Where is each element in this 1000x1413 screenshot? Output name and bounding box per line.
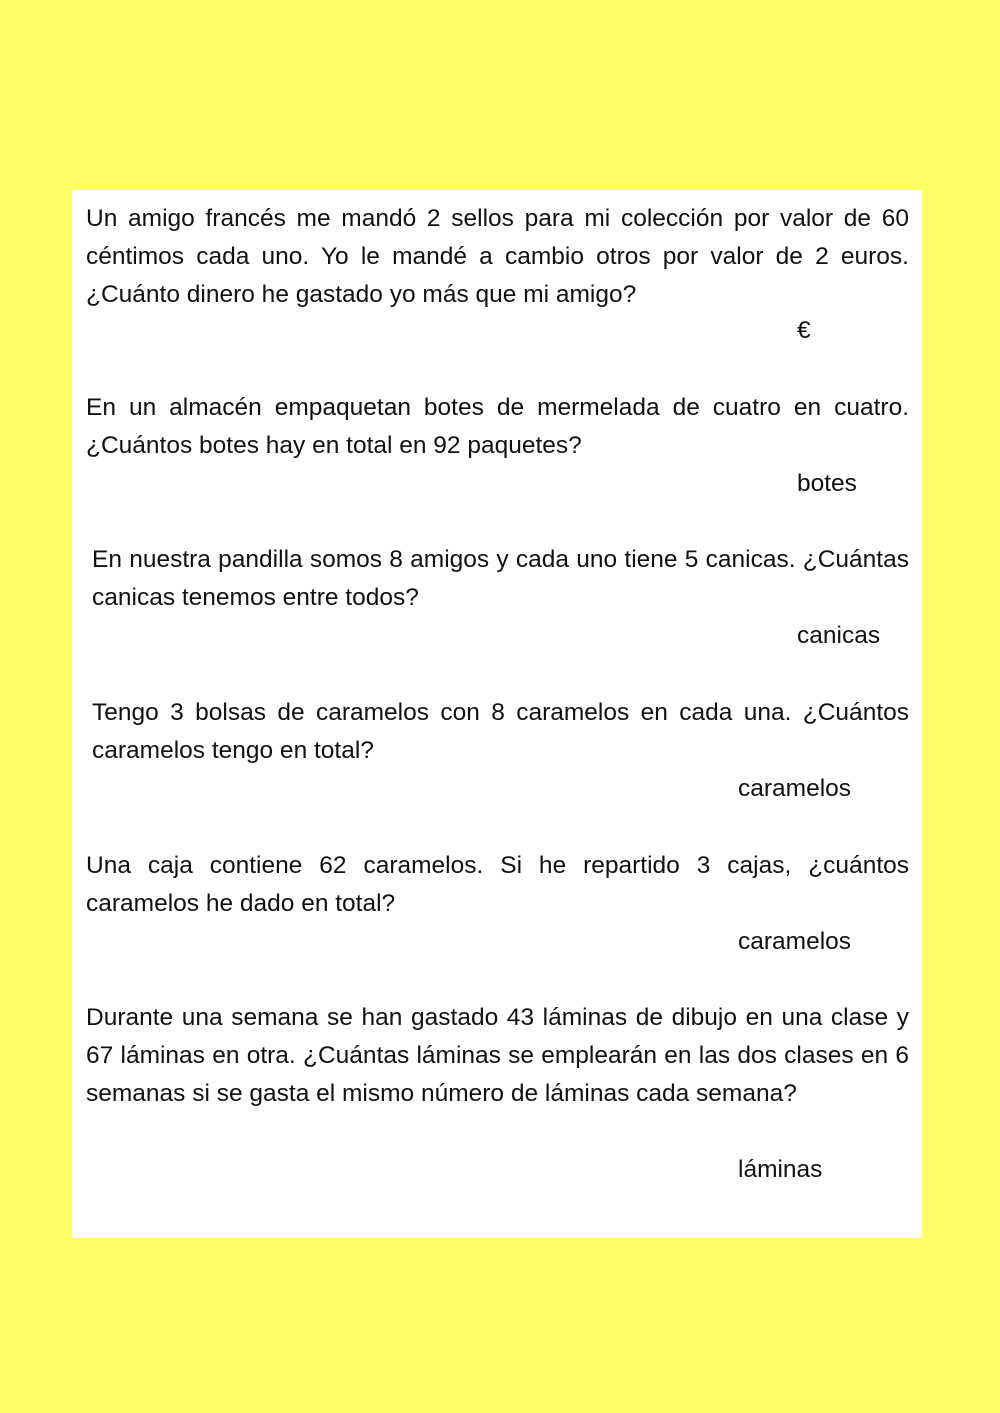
problem-1-unit: € [797,317,811,344]
worksheet-panel [72,190,922,1238]
problem-6 [86,999,909,1113]
problem-4 [86,694,909,770]
problem-2 [86,389,909,465]
problem-4-unit: caramelos [738,775,852,802]
problem-1-text: Un amigo francés me mandó 2 sellos para mi colección por valor de 60 céntimos cada uno. Yo le mandé a cambio otros por valor de 2 euros. ¿Cuánto dinero he gastado yo más que mi amigo? [86,205,909,308]
problem-5 [86,847,909,923]
problem-2-text: En un almacén empaquetan botes de mermelada de cuatro en cuatro. ¿Cuántos botes hay en total en 92 paquetes? [86,394,909,459]
problem-2-unit: botes [797,470,857,497]
problem-6-text: Durante una semana se han gastado 43 láminas de dibujo en una clase y 67 láminas en otra. ¿Cuántas láminas se emplearán en las dos clases en 6 semanas si se gasta el mismo número de láminas cada semana? [86,1004,909,1107]
problem-5-unit: caramelos [738,928,852,955]
problem-3 [86,541,909,617]
problem-5-text: Una caja contiene 62 caramelos. Si he repartido 3 cajas, ¿cuántos caramelos he dado en total? [86,852,909,917]
problem-3-unit: canicas [797,622,881,649]
problem-3-text: En nuestra pandilla somos 8 amigos y cada uno tiene 5 canicas. ¿Cuántas canicas tenemos entre todos? [92,546,909,611]
problem-1 [86,200,909,314]
problem-4-text: Tengo 3 bolsas de caramelos con 8 caramelos en cada una. ¿Cuántos caramelos tengo en total? [92,699,909,764]
problem-6-unit: láminas [738,1156,823,1183]
